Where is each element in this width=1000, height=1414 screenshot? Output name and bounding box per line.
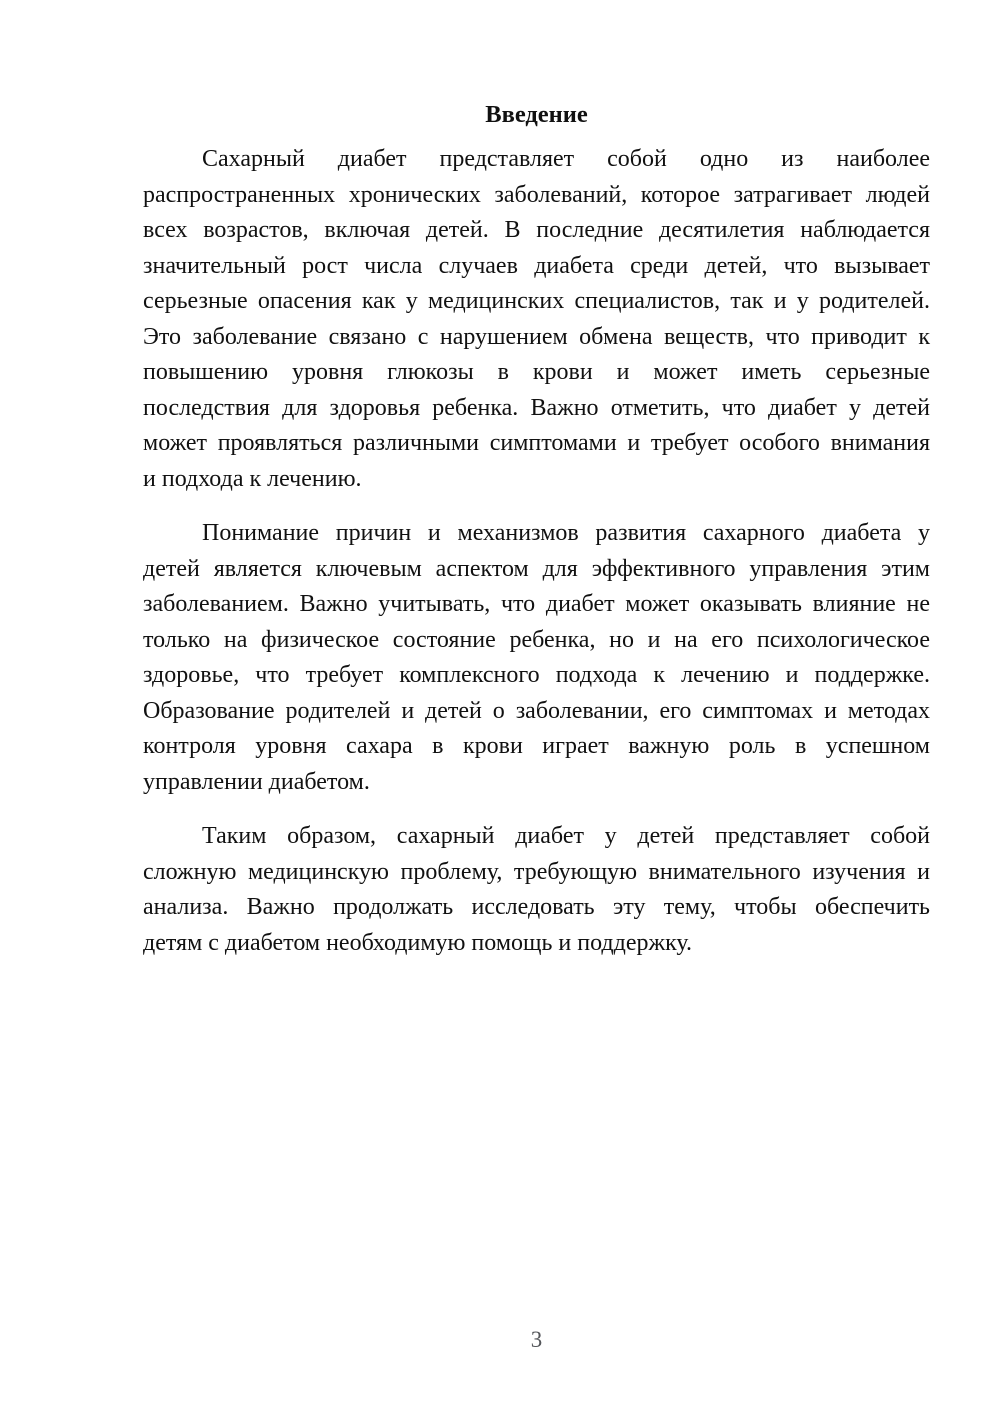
paragraph — [143, 516, 930, 800]
text-line: управлении диабетом. — [143, 768, 370, 795]
text-line: распространенных хронических заболеваний, которое затрагивает людей — [143, 181, 930, 208]
text-line: анализа. Важно продолжать исследовать эту тему, чтобы обеспечить — [143, 894, 930, 920]
text-line: детям с диабетом необходимую помощь и поддержку. — [143, 929, 692, 956]
text-line: Таким образом, сахарный диабет у детей представляет собой — [202, 823, 930, 849]
text-line: детей является ключевым аспектом для эффективного управления этим — [143, 555, 930, 582]
text-line: сложную медицинскую проблему, требующую внимательного изучения и — [143, 858, 930, 885]
paragraph — [143, 142, 930, 497]
page-title: Введение — [485, 101, 588, 128]
text-line: Это заболевание связано с нарушением обмена веществ, что приводит к — [143, 323, 930, 350]
page-content — [143, 97, 930, 980]
text-line: контроля уровня сахара в крови играет важную роль в успешном — [143, 733, 930, 759]
text-line: Сахарный диабет представляет собой одно из наиболее — [202, 146, 930, 172]
text-line: заболеванием. Важно учитывать, что диабет может оказывать влияние не — [143, 591, 930, 617]
text-line: и подхода к лечению. — [143, 465, 362, 492]
text-line: Образование родителей и детей о заболевании, его симптомах и методах — [143, 697, 930, 724]
text-line: повышению уровня глюкозы в крови и может иметь серьезные — [143, 359, 930, 385]
text-line: может проявляться различными симптомами и требует особого внимания — [143, 430, 930, 456]
text-line: последствия для здоровья ребенка. Важно отметить, что диабет у детей — [143, 394, 930, 421]
text-line: серьезные опасения как у медицинских специалистов, так и у родителей. — [143, 288, 930, 314]
text-line: здоровье, что требует комплексного подхода к лечению и поддержке. — [143, 662, 930, 688]
paragraph — [143, 819, 930, 961]
text-line: Понимание причин и механизмов развития сахарного диабета у — [202, 520, 930, 546]
page-number: 3 — [530, 1327, 543, 1352]
text-line: только на физическое состояние ребенка, но и на его психологическое — [143, 626, 930, 653]
body-paragraphs — [143, 142, 930, 961]
text-line: всех возрастов, включая детей. В последние десятилетия наблюдается — [143, 217, 930, 243]
text-line: значительный рост числа случаев диабета среди детей, что вызывает — [143, 252, 930, 279]
